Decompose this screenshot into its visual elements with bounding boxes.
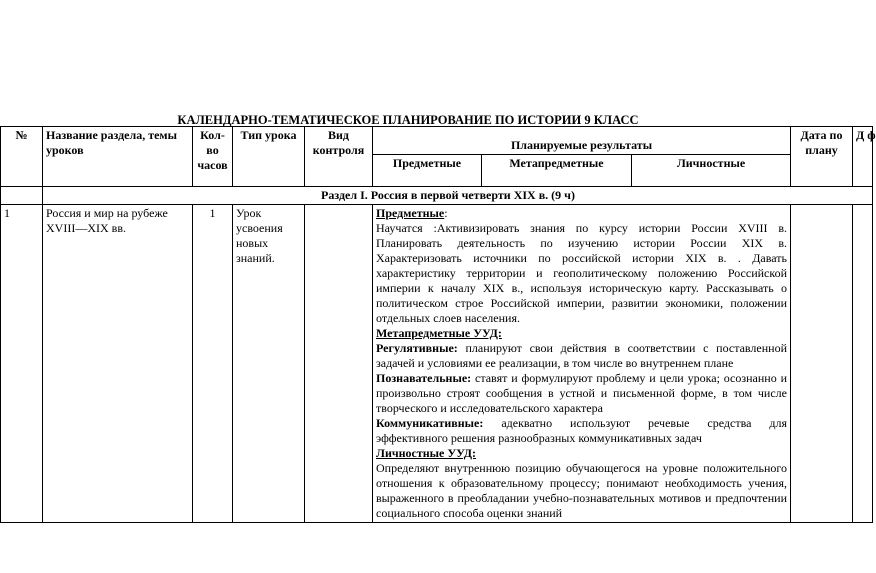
header-row — [1, 127, 873, 155]
subject-heading: Предметные — [376, 206, 445, 220]
page-title: КАЛЕНДАРНО-ТЕМАТИЧЕСКОЕ ПЛАНИРОВАНИЕ ПО ИСТОРИИ 9 КЛАСС — [177, 113, 639, 127]
personal-heading: Личностные УУД: — [376, 446, 477, 460]
header-num: № — [1, 127, 43, 187]
cognitive-text: ставят и формулируют проблему и цели урока; осознанно и произвольно строят сообщения в устной и письменной форме, в том числе творческого и исследовательского характера — [376, 371, 787, 415]
header-subject: Предметные — [373, 155, 482, 187]
meta-heading: Метапредметные УУД: — [376, 326, 502, 340]
header-control-type: Вид контроля — [305, 127, 373, 187]
regulative-label: Регулятивные: — [376, 341, 458, 355]
subject-text: Научатся :Активизировать знания по курсу истории России XVIII в. Планировать деятельность по изучению истории России XIX в. Характеризовать источники по российской истории XIX в. . Давать характеристику территории и геополитическому положению Российской империи к началу XIX в., используя историческую карту. Рассказывать о политическом строе Российской империи, развитии экономики, положении отдельных слоев населения. — [376, 221, 787, 325]
header-extra-col: Д ф — [853, 127, 873, 187]
section-row — [1, 187, 873, 205]
lesson-type: Урок усвоения новых знаний. — [233, 205, 305, 523]
lesson-name: Россия и мир на рубеже XVIII—XIX вв. — [43, 205, 193, 523]
section-title: Раздел I. Россия в первой четверти XIX в. (9 ч) — [43, 187, 873, 205]
regulative-text: планируют свои действия в соответствии с поставленной задачей и условиями ее реализации, в том числе во внутреннем плане — [376, 341, 787, 370]
header-personal: Личностные — [632, 155, 791, 187]
communicative-label: Коммуникативные: — [376, 416, 484, 430]
cognitive-label: Познавательные: — [376, 371, 472, 385]
planning-table — [0, 126, 876, 523]
communicative-text: адекватно используют речевые средства для эффективного решения разнообразных коммуникативных задач — [376, 416, 787, 445]
header-planned-results: Планируемые результаты — [373, 127, 791, 155]
header-metasubject: Метапредметные — [482, 155, 632, 187]
table-row — [1, 205, 873, 523]
lesson-num: 1 — [1, 205, 43, 523]
header-section-name: Название раздела, темы уроков — [43, 127, 193, 187]
lesson-hours: 1 — [193, 205, 233, 523]
header-hours: Кол-во часов — [193, 127, 233, 187]
lesson-results: Предметные: Научатся :Активизировать знания по курсу истории России XVIII в. Планировать деятельность по изучению истории России XIX в. Характеризовать источники по российской истории XIX в. . Давать характеристику территории и геополитическому положению Российской империи к началу XIX в., используя историческую карту. Рассказывать о политическом строе Российской империи, развитии экономики, положении отдельных слоев населения. Метапредметные УУД: Регулятивные: планируют свои действия в соответствии с поставленной задачей и условиями ее реализации, в том числе во внутреннем плане Познавательные: ставят и формулируют проблему и цели урока; осознанно и произвольно строят сообщения в устной и письменной форме, в том числе творческого и исследовательского характера Коммуникативные: адекватно используют речевые средства для эффективного решения разнообразных коммуникативных задач Личностные УУД: Определяют внутреннюю позицию обучающегося на уровне положительного отношения к образовательному процессу; понимают необходимость учения, выраженного в преобладании учебно-познавательных мотивов и предпочтении социального способа оценки знаний — [373, 205, 791, 523]
personal-text: Определяют внутреннюю позицию обучающегося на уровне положительного отношения к образовательному процессу; понимают необходимость учения, выраженного в преобладании учебно-познавательных мотивов и предпочтении социального способа оценки знаний — [376, 461, 787, 520]
header-date-plan: Дата по плану — [791, 127, 853, 187]
header-lesson-type: Тип урока — [233, 127, 305, 187]
